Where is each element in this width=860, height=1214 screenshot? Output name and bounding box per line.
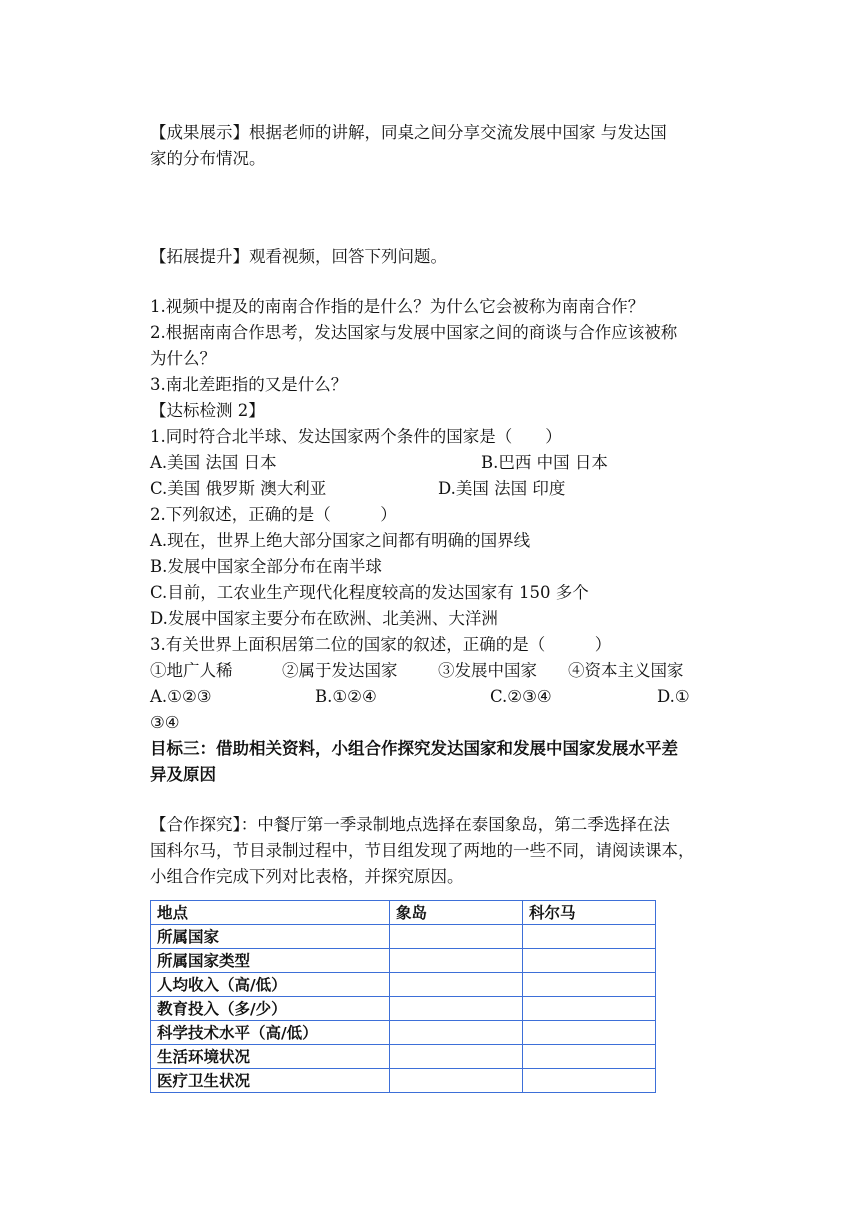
extension-header: 【拓展提升】观看视频，回答下列问题。 xyxy=(150,247,447,266)
test2-q3-option-d-continued: ③④ xyxy=(150,713,180,732)
test2-q1-option-a: A.美国 法国 日本 xyxy=(150,453,277,472)
achievement-line-2: 家的分布情况。 xyxy=(150,149,266,168)
test2-q1-stem: 1.同时符合北半球、发达国家两个条件的国家是（ ） xyxy=(150,427,562,446)
test2-q3-statements xyxy=(150,658,720,684)
test2-q3-stem: 3.有关世界上面积居第二位的国家的叙述，正确的是（ ） xyxy=(150,635,612,654)
test2-q2-option-c: C.目前，工农业生产现代化程度较高的发达国家有 150 多个 xyxy=(150,583,589,602)
goal3-heading xyxy=(150,736,720,788)
table-row xyxy=(151,1069,656,1093)
table-row-label: 人均收入（高/低） xyxy=(151,973,390,997)
table-cell-colmar[interactable] xyxy=(523,949,656,973)
test2-q3-options xyxy=(150,684,720,710)
test2-q2-option-d: D.发展中国家主要分布在欧洲、北美洲、大洋洲 xyxy=(150,609,498,628)
table-row-label: 教育投入（多/少） xyxy=(151,997,390,1021)
table-cell-colmar[interactable] xyxy=(523,925,656,949)
test2-q3-statement-2: ②属于发达国家 xyxy=(282,661,398,680)
test2-q1-options-row-2 xyxy=(150,476,720,502)
extension-question-2-line-1: 2.根据南南合作思考，发达国家与发展中国家之间的商谈与合作应该被称 xyxy=(150,323,678,342)
table-cell-xiangdao[interactable] xyxy=(390,1021,523,1045)
table-cell-colmar[interactable] xyxy=(523,1021,656,1045)
test2-q3-statement-4: ④资本主义国家 xyxy=(568,661,684,680)
extension-question-1: 1.视频中提及的南南合作指的是什么？为什么它会被称为南南合作？ xyxy=(150,297,645,316)
test2-header: 【达标检测 2】 xyxy=(150,401,265,420)
achievement-line-1: 【成果展示】根据老师的讲解，同桌之间分享交流发展中国家 与发达国 xyxy=(150,123,667,142)
test2-q3-option-d: D.① xyxy=(657,687,690,706)
table-row xyxy=(151,997,656,1021)
test2-q1-option-b: B.巴西 中国 日本 xyxy=(481,453,608,472)
table-cell-xiangdao[interactable] xyxy=(390,1069,523,1093)
table-row xyxy=(151,1045,656,1069)
table-header-row xyxy=(151,901,656,925)
coop-line-2: 国科尔马，节目录制过程中，节目组发现了两地的一些不同，请阅读课本， xyxy=(150,841,695,860)
comparison-table xyxy=(150,900,656,1093)
table-header-cell: 地点 xyxy=(151,901,390,925)
goal3-line-2: 异及原因 xyxy=(150,765,216,784)
test2-q3-statement-3: ③发展中国家 xyxy=(438,661,537,680)
table-cell-xiangdao[interactable] xyxy=(390,949,523,973)
coop-section xyxy=(150,812,720,890)
extension-question-2-line-2: 为什么？ xyxy=(150,349,216,368)
test2-q3-option-c: C.②③④ xyxy=(490,687,552,706)
table-cell-colmar[interactable] xyxy=(523,997,656,1021)
table-cell-xiangdao[interactable] xyxy=(390,997,523,1021)
test2-q3-statement-1: ①地广人稀 xyxy=(150,661,233,680)
table-row-label: 生活环境状况 xyxy=(151,1045,390,1069)
table-cell-colmar[interactable] xyxy=(523,1045,656,1069)
table-cell-xiangdao[interactable] xyxy=(390,925,523,949)
table-row xyxy=(151,1021,656,1045)
test2-q1-options-row-1 xyxy=(150,450,720,476)
table-row-label: 医疗卫生状况 xyxy=(151,1069,390,1093)
table-cell-colmar[interactable] xyxy=(523,1069,656,1093)
goal3-line-1: 目标三：借助相关资料，小组合作探究发达国家和发展中国家发展水平差 xyxy=(150,739,678,758)
table-header-cell: 科尔马 xyxy=(523,901,656,925)
extension-question-3: 3.南北差距指的又是什么？ xyxy=(150,375,348,394)
test2-q2-option-b: B.发展中国家全部分布在南半球 xyxy=(150,557,382,576)
table-cell-xiangdao[interactable] xyxy=(390,973,523,997)
achievement-section xyxy=(150,120,720,172)
table-cell-colmar[interactable] xyxy=(523,973,656,997)
table-row xyxy=(151,973,656,997)
coop-line-3: 小组合作完成下列对比表格，并探究原因。 xyxy=(150,867,464,886)
table-row-label: 所属国家 xyxy=(151,925,390,949)
table-row-label: 科学技术水平（高/低） xyxy=(151,1021,390,1045)
test2-q3-option-b: B.①②④ xyxy=(315,687,377,706)
extension-questions xyxy=(150,294,720,398)
test2-q1-option-c: C.美国 俄罗斯 澳大利亚 xyxy=(150,479,327,498)
table-header-cell: 象岛 xyxy=(390,901,523,925)
test2-q2 xyxy=(150,502,720,632)
test2-q3-option-a: A.①②③ xyxy=(150,687,212,706)
test2-q1-option-d: D.美国 法国 印度 xyxy=(438,479,566,498)
table-row xyxy=(151,925,656,949)
coop-line-1: 【合作探究】：中餐厅第一季录制地点选择在泰国象岛，第二季选择在法 xyxy=(150,815,670,834)
table-row-label: 所属国家类型 xyxy=(151,949,390,973)
test2-q2-stem: 2.下列叙述，正确的是（ ） xyxy=(150,505,397,524)
table-cell-xiangdao[interactable] xyxy=(390,1045,523,1069)
test2-q2-option-a: A.现在，世界上绝大部分国家之间都有明确的国界线 xyxy=(150,531,531,550)
table-row xyxy=(151,949,656,973)
